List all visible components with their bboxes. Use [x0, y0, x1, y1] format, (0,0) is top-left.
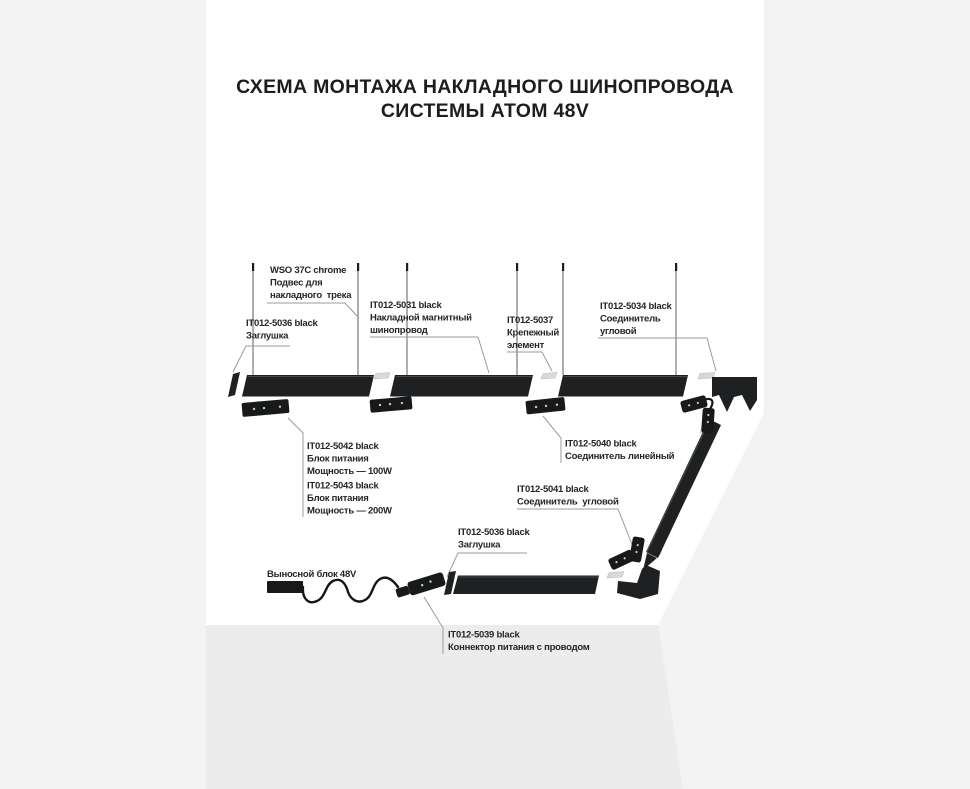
label-suspension-desc2: накладного трека: [270, 290, 352, 301]
track-segment-3: [558, 375, 688, 397]
label-psu200-desc: Блок питания: [307, 493, 369, 504]
label-track-desc2: шинопровод: [370, 325, 428, 336]
mounting-plate: [374, 373, 390, 380]
ceiling-anchor: [406, 263, 408, 271]
mounting-plate: [541, 373, 557, 380]
page-title-line1: СХЕМА МОНТАЖА НАКЛАДНОГО ШИНОПРОВОДА: [236, 76, 734, 98]
label-mount-desc: Крепежный: [507, 327, 559, 339]
bottom-track: [453, 576, 599, 595]
label-endcap-bottom-code: IT012-5036 black: [458, 527, 530, 538]
ceiling-anchor: [562, 263, 564, 271]
label-mount-code: IT012-5037: [507, 315, 554, 326]
label-suspension-desc: Подвес для: [270, 277, 323, 289]
label-psu200-power: Мощность — 200W: [307, 505, 392, 517]
label-linear-desc: Соединитель линейный: [565, 451, 675, 462]
label-corner-top-desc: Соединитель: [600, 313, 661, 325]
track-segment-1: [242, 375, 374, 397]
label-linear-code: IT012-5040 black: [565, 438, 637, 450]
label-psu200-code: IT012-5043 black: [307, 480, 379, 492]
ceiling-anchor: [516, 263, 518, 271]
label-suspension-code: WSO 37C chrome: [270, 265, 347, 276]
label-endcap-bottom-desc: Заглушка: [458, 539, 501, 551]
ceiling-anchor: [675, 263, 677, 271]
label-corner-top-desc2: угловой: [600, 326, 637, 337]
label-endcap-top-desc: Заглушка: [246, 330, 289, 342]
label-corner-conn-desc: Соединитель угловой: [517, 496, 619, 508]
remote-power-block: [267, 581, 303, 593]
flex-plug: [701, 408, 715, 434]
label-corner-conn-code: IT012-5041 black: [517, 484, 589, 495]
label-power-conn-code: IT012-5039 black: [448, 629, 520, 641]
page-title-line2: СИСТЕМЫ АТОМ 48V: [380, 100, 590, 122]
ceiling-anchor: [252, 263, 254, 271]
label-power-conn-desc: Коннектор питания с проводом: [448, 642, 590, 653]
label-track-code: IT012-5031 black: [370, 300, 442, 311]
label-psu100-code: IT012-5042 black: [307, 441, 379, 452]
mounting-plate: [607, 572, 624, 579]
label-track-desc: Накладной магнитный: [370, 312, 472, 324]
label-corner-top-code: IT012-5034 black: [600, 301, 672, 312]
label-endcap-top-code: IT012-5036 black: [246, 318, 318, 329]
track-segment-2: [390, 375, 533, 397]
ceiling-anchor: [357, 263, 359, 271]
label-remote-block: Выносной блок 48V: [267, 569, 357, 580]
label-psu100-power: Мощность — 100W: [307, 466, 392, 477]
label-psu100-desc: Блок питания: [307, 453, 369, 465]
floor-plane: [206, 625, 683, 789]
label-mount-desc2: элемент: [507, 340, 545, 351]
